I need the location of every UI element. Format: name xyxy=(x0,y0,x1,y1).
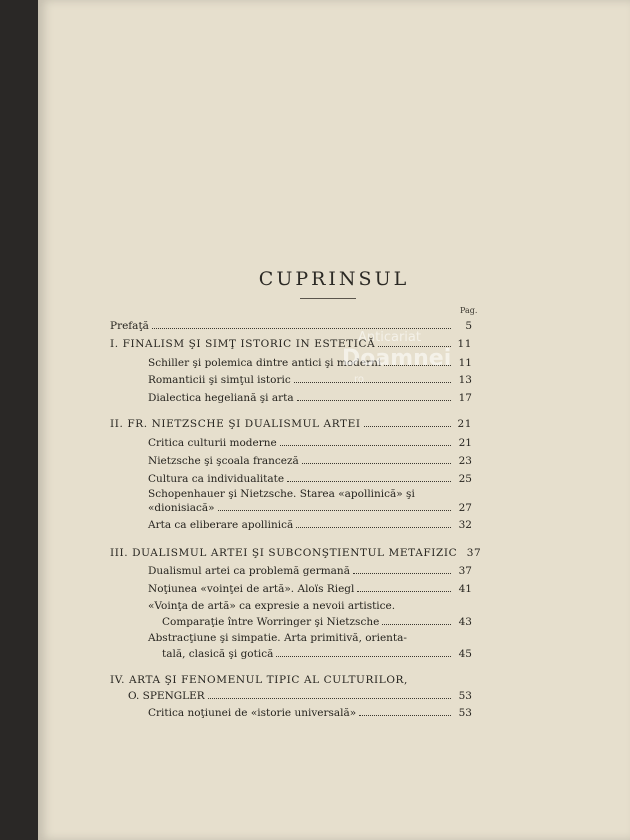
toc-entry: tală, clasică şi gotică 45 xyxy=(162,648,472,660)
toc-entry: Dualismul artei ca problemă germană 37 xyxy=(148,565,472,577)
toc-section-1: I. FINALISM ŞI SIMŢ ISTORIC IN ESTETICĂ 11 xyxy=(110,338,472,350)
page-column-header: Pag. xyxy=(460,306,478,315)
book-page xyxy=(38,0,630,840)
toc-entry-preface: Prefaţă 5 xyxy=(110,320,472,332)
toc-entry-line: Schopenhauer şi Nietzsche. Starea «apollinică» şi xyxy=(148,488,415,500)
toc-entry: Critica culturii moderne 21 xyxy=(148,437,472,449)
toc-entry-line: «Voinţa de artă» ca expresie a nevoii artistice. xyxy=(148,600,396,612)
toc-entry: Nietzsche şi şcoala franceză 23 xyxy=(148,455,472,467)
toc-entry: Arta ca eliberare apollinică 32 xyxy=(148,519,472,531)
toc-entry: O. SPENGLER 53 xyxy=(128,690,472,702)
table-of-contents xyxy=(38,0,630,840)
toc-entry: Critica noţiunei de «istorie universală» 53 xyxy=(148,707,472,719)
toc-entry: «dionisiacă» 27 xyxy=(148,502,472,514)
toc-entry: Schiller şi polemica dintre antici şi moderni 11 xyxy=(148,357,472,369)
page-title: CUPRINSUL xyxy=(258,268,410,290)
toc-entry: Comparaţie între Worringer şi Nietzsche 43 xyxy=(162,616,472,628)
toc-section-2: II. FR. NIETZSCHE ŞI DUALISMUL ARTEI 21 xyxy=(110,418,472,430)
toc-entry-line: Abstracţiune şi simpatie. Arta primitivă, orienta- xyxy=(148,632,407,644)
toc-entry: Romanticii şi simţul istoric 13 xyxy=(148,374,472,386)
toc-entry: Noţiunea «voinţei de artă». Aloïs Riegl 41 xyxy=(148,583,472,595)
toc-entry: Dialectica hegeliană şi arta 17 xyxy=(148,392,472,404)
toc-section-4: IV. ARTA ŞI FENOMENUL TIPIC AL CULTURILOR, xyxy=(110,674,408,686)
watermark-logo: Anticariat Doamnei ro xyxy=(342,330,452,385)
toc-section-3: III. DUALISMUL ARTEI ŞI SUBCONŞTIENTUL METAFIZIC 37 xyxy=(110,547,482,559)
toc-entry: Cultura ca individualitate 25 xyxy=(148,473,472,485)
